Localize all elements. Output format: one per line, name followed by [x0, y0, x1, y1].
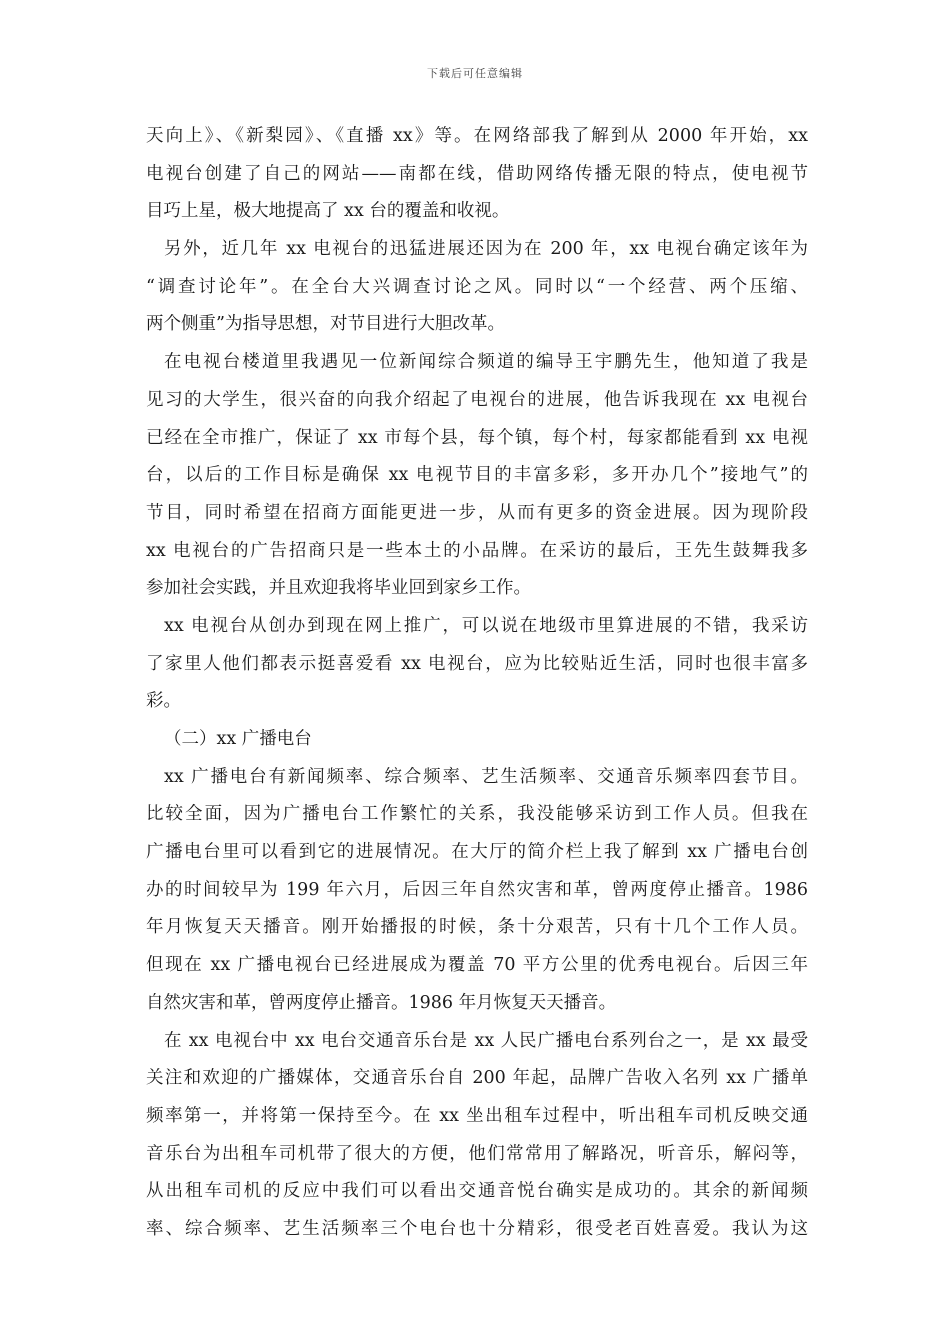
text-line: （二）xx 广播电台 [164, 729, 312, 749]
text-line: 在电视台楼道里我遇见一位新闻综合频道的编导王宇鹏先生，他知道了我是 [164, 352, 808, 373]
text-line: 已经在全市推广，保证了 xx 市每个县，每个镇，每个村，每家都能看到 xx 电视 [146, 427, 808, 448]
text-line: 关注和欢迎的广播媒体，交通音乐台自 200 年起，品牌广告收入名列 xx 广播单 [146, 1068, 808, 1089]
text-line: 在 xx 电视台中 xx 电台交通音乐台是 xx 人民广播电台系列台之一，是 xx 最受 [164, 1030, 808, 1051]
text-line: 频率第一，并将第一保持至今。在 xx 坐出租车过程中，听出租车司机反映交通 [146, 1105, 808, 1126]
text-line: xx 电视台的广告招商只是一些本土的小品牌。在采访的最后，王先生鼓舞我多 [146, 540, 808, 561]
page-header-note: 下载后可任意编辑 [427, 67, 523, 80]
text-line: 率、综合频率、艺生活频率三个电台也十分精彩，很受老百姓喜爱。我认为这 [146, 1218, 808, 1239]
text-line: 彩。 [146, 691, 181, 712]
text-line: 参加社会实践，并且欢迎我将毕业回到家乡工作。 [146, 578, 531, 599]
text-line: “调查讨论年”。在全台大兴调查讨论之风。同时以“一个经营、两个压缩、 [146, 276, 808, 297]
text-line: 比较全面，因为广播电台工作繁忙的关系，我没能够采访到工作人员。但我在 [146, 804, 808, 825]
document-body [146, 118, 808, 1249]
text-line: 两个侧重”为指导思想，对节目进行大胆改革。 [146, 314, 505, 335]
text-line: 目巧上星，极大地提高了 xx 台的覆盖和收视。 [146, 201, 510, 222]
text-line: 年月恢复天天播音。刚开始播报的时候，条十分艰苦，只有十几个工作人员。 [146, 917, 808, 938]
text-line: 但现在 xx 广播电视台已经进展成为覆盖 70 平方公里的优秀电视台。后因三年 [146, 955, 808, 976]
text-line: xx 电视台从创办到现在网上推广，可以说在地级市里算进展的不错，我采访 [164, 615, 808, 636]
text-line: 见习的大学生，很兴奋的向我介绍起了电视台的进展，他告诉我现在 xx 电视台 [146, 389, 808, 410]
text-line: 台，以后的工作目标是确保 xx 电视节目的丰富多彩，多开办几个”接地气”的 [146, 465, 808, 486]
text-line: 另外，近几年 xx 电视台的迅猛进展还因为在 200 年，xx 电视台确定该年为 [164, 239, 808, 260]
text-line: 广播电台里可以看到它的进展情况。在大厅的简介栏上我了解到 xx 广播电台创 [146, 842, 808, 863]
text-line: 电视台创建了自己的网站——南都在线，借助网络传播无限的特点，使电视节 [146, 163, 808, 184]
text-line: 自然灾害和革，曾两度停止播音。1986 年月恢复天天播音。 [146, 992, 617, 1013]
text-line: 办的时间较早为 199 年六月，后因三年自然灾害和革，曾两度停止播音。1986 [146, 879, 808, 900]
text-line: xx 广播电台有新闻频率、综合频率、艺生活频率、交通音乐频率四套节目。 [164, 766, 808, 787]
text-line: 从出租车司机的反应中我们可以看出交通音悦台确实是成功的。其余的新闻频 [146, 1181, 808, 1202]
text-line: 音乐台为出租车司机带了很大的方便，他们常常用了解路况，听音乐，解闷等， [146, 1143, 808, 1164]
text-line: 天向上》、《新梨园》、《直播 xx》等。在网络部我了解到从 2000 年开始，xx [146, 126, 808, 146]
text-line: 了家里人他们都表示挺喜爱看 xx 电视台，应为比较贴近生活，同时也很丰富多 [146, 653, 808, 674]
text-line: 节目，同时希望在招商方面能更进一步，从而有更多的资金进展。因为现阶段 [146, 502, 808, 523]
